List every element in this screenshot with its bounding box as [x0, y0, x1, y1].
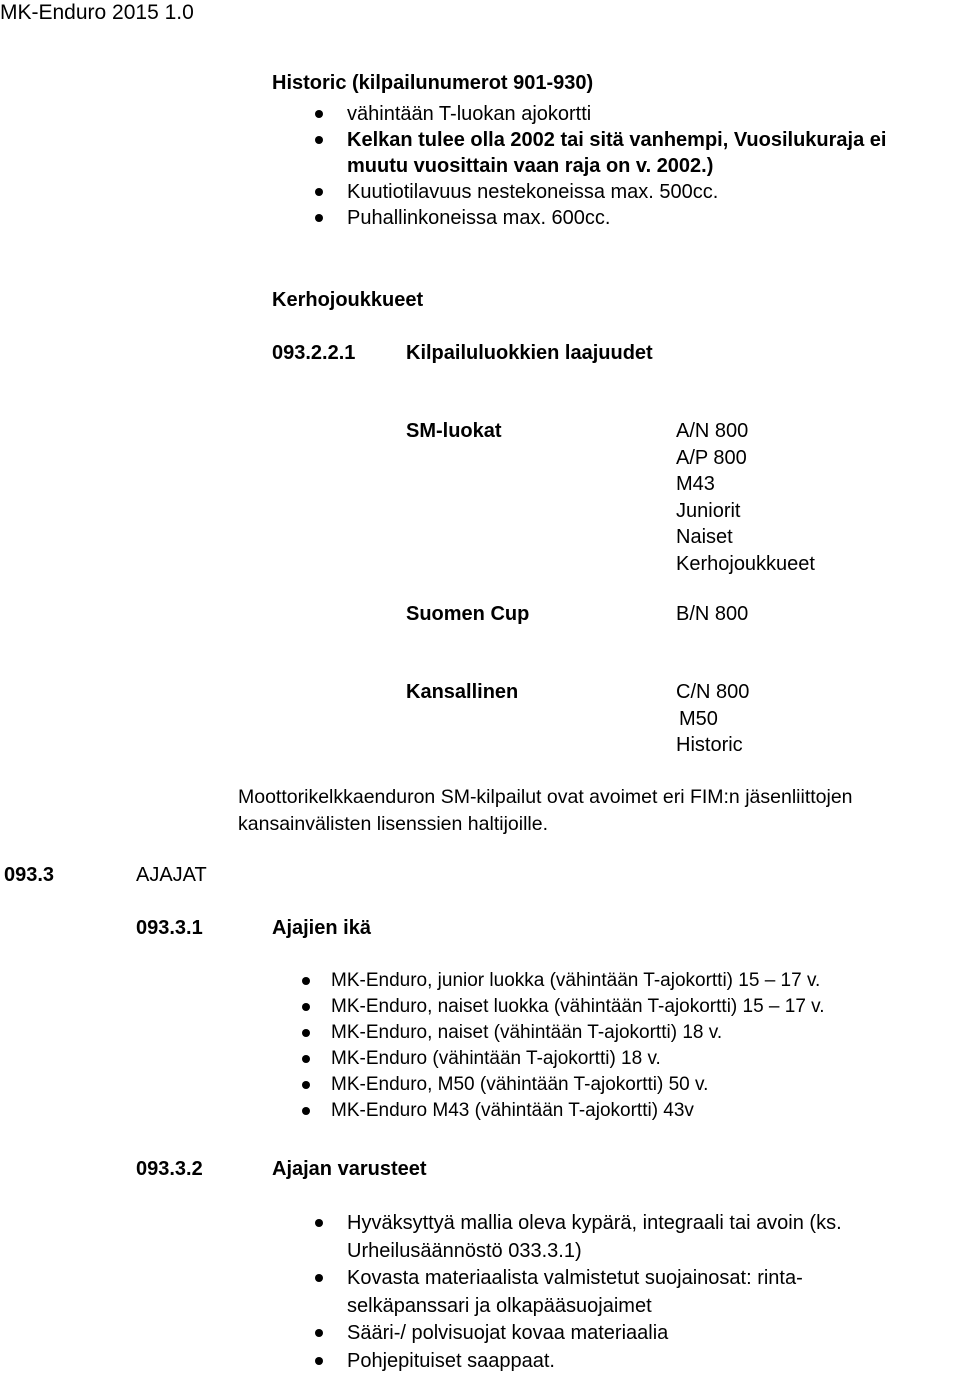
- class-item: A/N 800: [676, 418, 815, 445]
- section-title: Ajajien ikä: [272, 915, 371, 941]
- bullet-icon: [302, 1003, 310, 1011]
- section-title: Ajajan varusteet: [272, 1156, 427, 1182]
- list-item: MK-Enduro M43 (vähintään T-ajokortti) 43v: [331, 1098, 951, 1124]
- class-label-national: Kansallinen: [406, 679, 518, 705]
- list-item: MK-Enduro, M50 (vähintään T-ajokortti) 50 v.: [331, 1072, 951, 1098]
- bullet-icon: [315, 110, 323, 118]
- bullet-icon: [315, 1274, 323, 1282]
- list-item: Kuutiotilavuus nestekoneissa max. 500cc.: [347, 179, 947, 205]
- class-item: C/N 800: [676, 679, 749, 706]
- bullet-icon: [315, 214, 323, 222]
- class-item: Kerhojoukkueet: [676, 551, 815, 578]
- bullet-icon: [315, 1329, 323, 1337]
- class-list-sm: [676, 418, 815, 577]
- class-item: M43: [676, 471, 815, 498]
- bullet-icon: [315, 1357, 323, 1365]
- note-line: kansainvälisten lisenssien haltijoille.: [238, 811, 853, 838]
- class-item: M50: [676, 706, 749, 733]
- note-line: Moottorikelkkaenduron SM-kilpailut ovat avoimet eri FIM:n jäsenliittojen: [238, 784, 853, 811]
- list-item: MK-Enduro (vähintään T-ajokortti) 18 v.: [331, 1046, 951, 1072]
- list-item: Hyväksyttyä mallia oleva kypärä, integraali tai avoin (ks. Urheilusäännöstö 033.3.1): [347, 1210, 927, 1265]
- list-item: Puhallinkoneissa max. 600cc.: [347, 205, 947, 231]
- section-number: 093.3.2: [136, 1156, 203, 1182]
- class-label-cup: Suomen Cup: [406, 601, 529, 627]
- list-item: Kelkan tulee olla 2002 tai sitä vanhempi, Vuosilukuraja ei muutu vuosittain vaan raja on v. 2002.): [347, 127, 947, 179]
- list-item: MK-Enduro, junior luokka (vähintään T-ajokortti) 15 – 17 v.: [331, 968, 951, 994]
- section-number: 093.3.1: [136, 915, 203, 941]
- section-number: 093.3: [4, 862, 54, 888]
- bullet-icon: [315, 136, 323, 144]
- class-item: Juniorit: [676, 498, 815, 525]
- bullet-icon: [302, 1107, 310, 1115]
- class-item: B/N 800: [676, 601, 748, 627]
- historic-list: [347, 101, 947, 231]
- list-item: MK-Enduro, naiset (vähintään T-ajokortti) 18 v.: [331, 1020, 951, 1046]
- historic-heading: Historic (kilpailunumerot 901-930): [272, 70, 593, 96]
- kerhojoukkueet-heading: Kerhojoukkueet: [272, 287, 423, 313]
- bullet-icon: [302, 1029, 310, 1037]
- bullet-icon: [315, 1219, 323, 1227]
- class-item: Historic: [676, 732, 749, 759]
- list-item: Sääri-/ polvisuojat kovaa materiaalia: [347, 1320, 927, 1348]
- list-item: Kovasta materiaalista valmistetut suojainosat: rinta- selkäpanssari ja olkapääsuojaimet: [347, 1265, 927, 1320]
- class-item: A/P 800: [676, 445, 815, 472]
- age-list: [331, 968, 951, 1124]
- note-paragraph: [238, 784, 853, 838]
- class-list-national: [676, 679, 749, 759]
- list-item: MK-Enduro, naiset luokka (vähintään T-ajokortti) 15 – 17 v.: [331, 994, 951, 1020]
- section-title: Kilpailuluokkien laajuudet: [406, 340, 653, 366]
- list-item: vähintään T-luokan ajokortti: [347, 101, 947, 127]
- section-number: 093.2.2.1: [272, 340, 355, 366]
- bullet-icon: [315, 188, 323, 196]
- section-title: AJAJAT: [136, 862, 207, 888]
- class-label-sm: SM-luokat: [406, 418, 502, 444]
- bullet-icon: [302, 1081, 310, 1089]
- gear-list: [347, 1210, 927, 1375]
- list-item: Pohjepituiset saappaat.: [347, 1348, 927, 1375]
- class-item: Naiset: [676, 524, 815, 551]
- bullet-icon: [302, 1055, 310, 1063]
- document-header: MK-Enduro 2015 1.0: [0, 0, 194, 26]
- bullet-icon: [302, 977, 310, 985]
